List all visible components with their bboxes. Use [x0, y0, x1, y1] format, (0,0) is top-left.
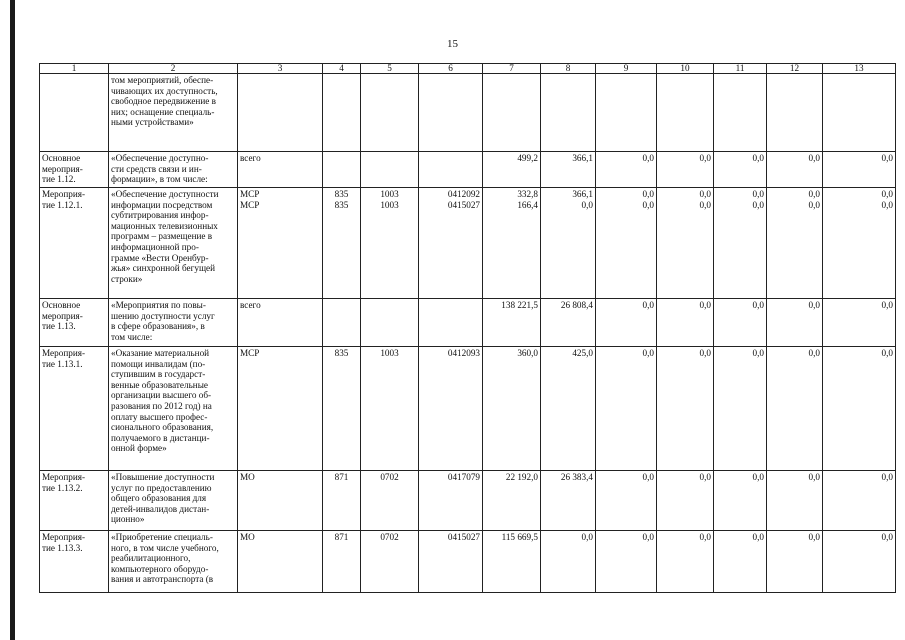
executor-cell: [238, 74, 323, 152]
page-number: 15: [447, 38, 458, 50]
executor-cell: всего: [238, 152, 323, 188]
target-item-cell: 0417079: [419, 471, 483, 531]
value-col7-cell: [483, 74, 541, 152]
value-col9-cell: 0,0: [596, 347, 657, 471]
section-code-cell: 1003 1003: [361, 188, 419, 299]
value-col9-cell: 0,0: [596, 152, 657, 188]
column-number: 8: [541, 64, 596, 74]
value-col9-cell: 0,0: [596, 471, 657, 531]
value-col11-cell: 0,0: [714, 531, 767, 593]
value-col7-cell: 360,0: [483, 347, 541, 471]
value-col12-cell: [767, 74, 823, 152]
event-description-cell: том мероприятий, обеспе- чивающих их доступность, свободное передвижение в них; оснащение специаль- ными устройствами»: [109, 74, 238, 152]
value-col12-cell: 0,0 0,0: [767, 188, 823, 299]
value-col10-cell: 0,0 0,0: [657, 188, 714, 299]
ministry-code-cell: 871: [323, 471, 361, 531]
value-col13-cell: 0,0: [823, 152, 896, 188]
executor-cell: МО: [238, 531, 323, 593]
event-code-cell: Основное мероприя- тие 1.12.: [40, 152, 109, 188]
value-col12-cell: 0,0: [767, 531, 823, 593]
column-number: 1: [40, 64, 109, 74]
value-col9-cell: 0,0 0,0: [596, 188, 657, 299]
target-item-cell: [419, 74, 483, 152]
table-row: [40, 347, 896, 471]
value-col13-cell: 0,0: [823, 299, 896, 347]
target-item-cell: 0412093: [419, 347, 483, 471]
column-number: 2: [109, 64, 238, 74]
ministry-code-cell: 835 835: [323, 188, 361, 299]
column-number-row: [40, 64, 896, 74]
ministry-code-cell: [323, 74, 361, 152]
target-item-cell: 0415027: [419, 531, 483, 593]
budget-table: [39, 63, 896, 593]
value-col13-cell: 0,0: [823, 531, 896, 593]
event-code-cell: Мероприя- тие 1.13.2.: [40, 471, 109, 531]
column-number: 9: [596, 64, 657, 74]
value-col8-cell: 0,0: [541, 531, 596, 593]
table-row: [40, 188, 896, 299]
event-description-cell: «Обеспечение доступности информации посредством субтитрирования инфор- мационных телевизионных программ – размещение в информационной про- грамме «Вести Оренбур- жья» синхронной бегущей строки»: [109, 188, 238, 299]
column-number: 11: [714, 64, 767, 74]
value-col8-cell: 26 808,4: [541, 299, 596, 347]
value-col11-cell: [714, 74, 767, 152]
value-col10-cell: 0,0: [657, 531, 714, 593]
section-code-cell: 0702: [361, 471, 419, 531]
value-col8-cell: 366,1 0,0: [541, 188, 596, 299]
value-col7-cell: 499,2: [483, 152, 541, 188]
event-code-cell: Мероприя- тие 1.13.1.: [40, 347, 109, 471]
event-code-cell: Мероприя- тие 1.13.3.: [40, 531, 109, 593]
value-col9-cell: 0,0: [596, 299, 657, 347]
value-col12-cell: 0,0: [767, 347, 823, 471]
event-code-cell: Мероприя- тие 1.12.1.: [40, 188, 109, 299]
event-description-cell: «Повышение доступности услуг по предоставлению общего образования для детей-инвалидов дистан- ционно»: [109, 471, 238, 531]
target-item-cell: [419, 299, 483, 347]
column-number: 12: [767, 64, 823, 74]
column-number: 13: [823, 64, 896, 74]
event-code-cell: Основное мероприя- тие 1.13.: [40, 299, 109, 347]
value-col11-cell: 0,0: [714, 299, 767, 347]
column-number: 6: [419, 64, 483, 74]
value-col11-cell: 0,0: [714, 347, 767, 471]
value-col7-cell: 332,8 166,4: [483, 188, 541, 299]
section-code-cell: [361, 299, 419, 347]
ministry-code-cell: 871: [323, 531, 361, 593]
table-row: [40, 299, 896, 347]
executor-cell: всего: [238, 299, 323, 347]
value-col11-cell: 0,0 0,0: [714, 188, 767, 299]
value-col13-cell: 0,0 0,0: [823, 188, 896, 299]
table-row: [40, 152, 896, 188]
value-col10-cell: 0,0: [657, 299, 714, 347]
value-col9-cell: 0,0: [596, 531, 657, 593]
section-code-cell: 1003: [361, 347, 419, 471]
column-number: 3: [238, 64, 323, 74]
executor-cell: МО: [238, 471, 323, 531]
event-description-cell: «Мероприятия по повы- шению доступности услуг в сфере образования», в том числе:: [109, 299, 238, 347]
value-col12-cell: 0,0: [767, 471, 823, 531]
value-col10-cell: [657, 74, 714, 152]
value-col7-cell: 22 192,0: [483, 471, 541, 531]
event-code-cell: [40, 74, 109, 152]
value-col10-cell: 0,0: [657, 152, 714, 188]
target-item-cell: [419, 152, 483, 188]
ministry-code-cell: 835: [323, 347, 361, 471]
value-col8-cell: [541, 74, 596, 152]
value-col10-cell: 0,0: [657, 347, 714, 471]
event-description-cell: «Обеспечение доступно- сти средств связи и ин- формации», в том числе:: [109, 152, 238, 188]
executor-cell: МСР МСР: [238, 188, 323, 299]
column-number: 4: [323, 64, 361, 74]
value-col13-cell: [823, 74, 896, 152]
column-number: 7: [483, 64, 541, 74]
column-number: 5: [361, 64, 419, 74]
value-col7-cell: 138 221,5: [483, 299, 541, 347]
ministry-code-cell: [323, 152, 361, 188]
section-code-cell: [361, 74, 419, 152]
event-description-cell: «Оказание материальной помощи инвалидам (по- ступившим в государст- венные образовательные организации высшего об- разования по 2012 год) на оплату высшего профес- сионального образования, получаемого в дистанци- онной форме»: [109, 347, 238, 471]
executor-cell: МСР: [238, 347, 323, 471]
value-col13-cell: 0,0: [823, 347, 896, 471]
value-col8-cell: 26 383,4: [541, 471, 596, 531]
value-col13-cell: 0,0: [823, 471, 896, 531]
value-col10-cell: 0,0: [657, 471, 714, 531]
value-col9-cell: [596, 74, 657, 152]
section-code-cell: [361, 152, 419, 188]
value-col7-cell: 115 669,5: [483, 531, 541, 593]
value-col8-cell: 425,0: [541, 347, 596, 471]
ministry-code-cell: [323, 299, 361, 347]
value-col11-cell: 0,0: [714, 471, 767, 531]
value-col12-cell: 0,0: [767, 299, 823, 347]
column-number: 10: [657, 64, 714, 74]
event-description-cell: «Приобретение специаль- ного, в том числе учебного, реабилитационного, компьютерного оборудо- вания и автотранспорта (в: [109, 531, 238, 593]
value-col12-cell: 0,0: [767, 152, 823, 188]
section-code-cell: 0702: [361, 531, 419, 593]
target-item-cell: 0412092 0415027: [419, 188, 483, 299]
table-row: [40, 471, 896, 531]
table-row: [40, 74, 896, 152]
table-row: [40, 531, 896, 593]
scan-binding-edge: [10, 0, 15, 640]
value-col11-cell: 0,0: [714, 152, 767, 188]
value-col8-cell: 366,1: [541, 152, 596, 188]
